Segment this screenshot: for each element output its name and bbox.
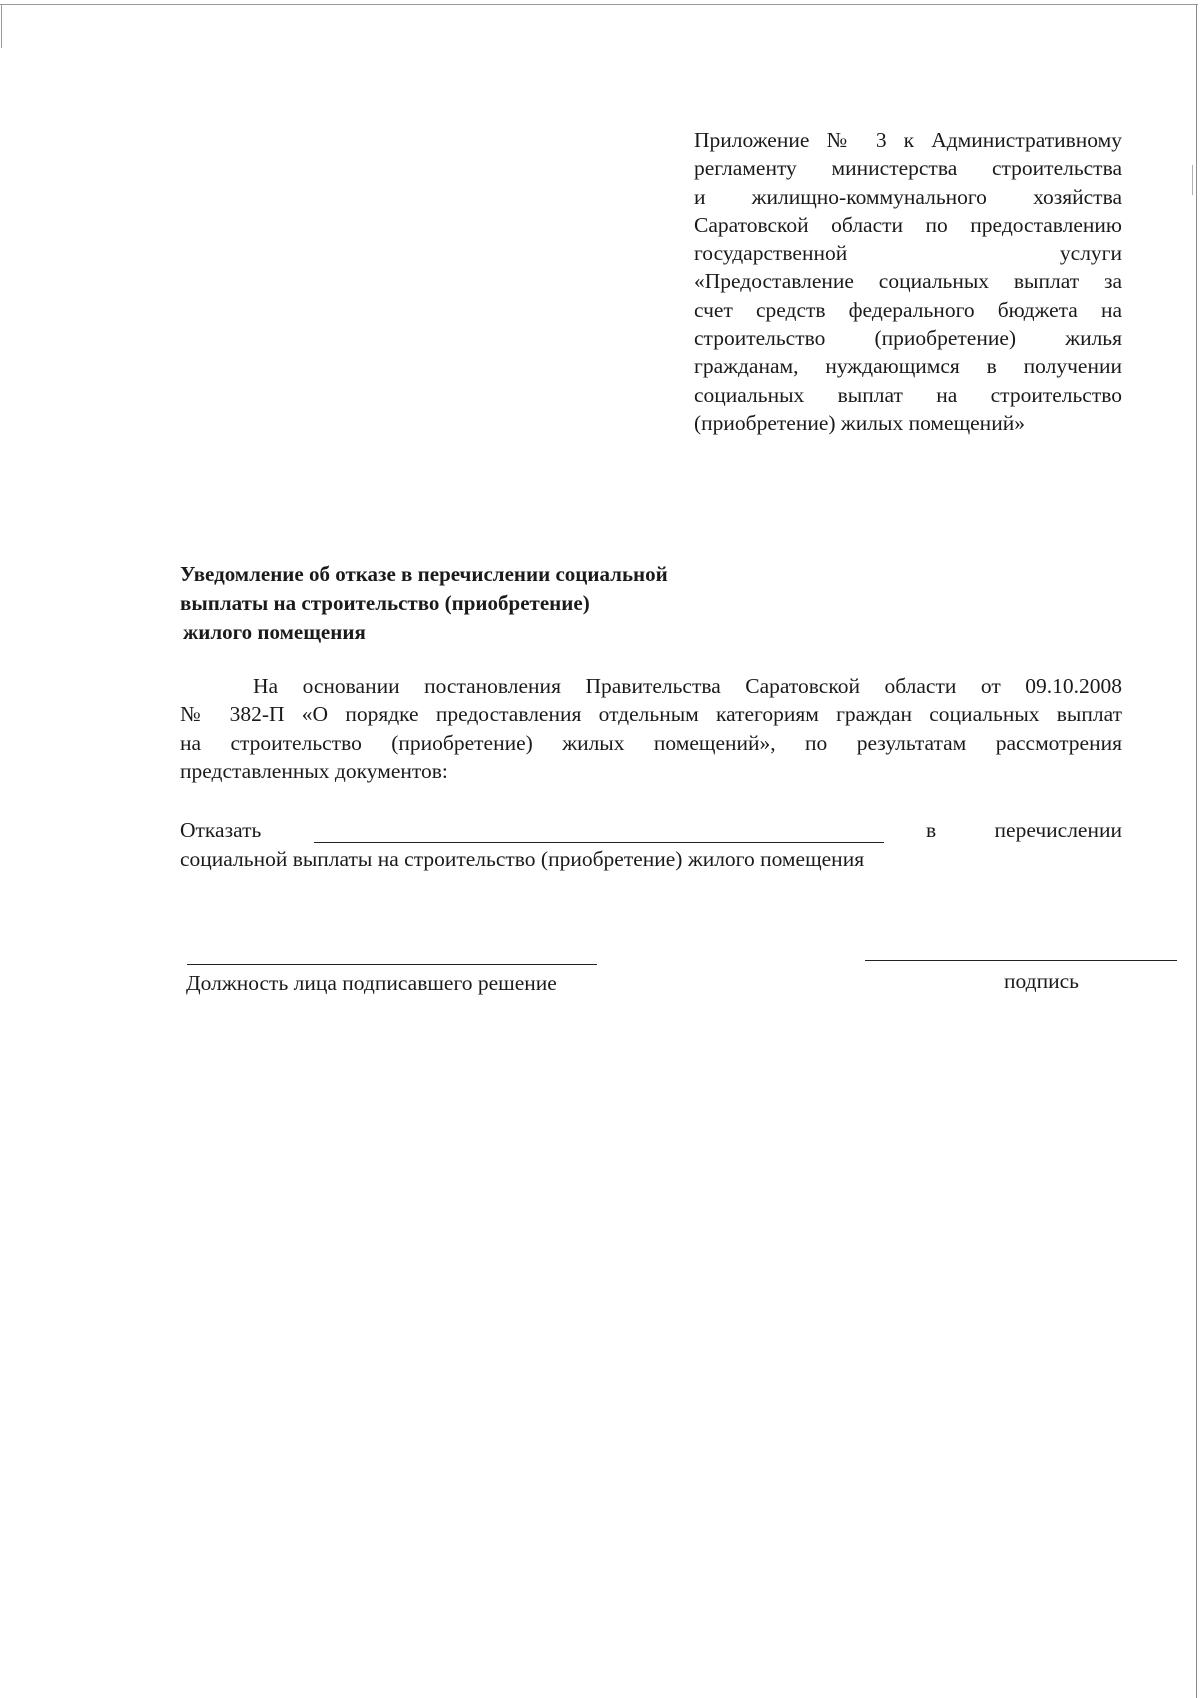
scan-edge-left <box>1 4 2 48</box>
refusal-continuation: социальной выплаты на строительство (приобретение) жилого помещения <box>180 847 865 871</box>
appendix-line: строительство (приобретение) жилья <box>694 326 1122 351</box>
appendix-header <box>694 126 1122 437</box>
signature-line <box>865 960 1177 961</box>
appendix-line: государственной услуги <box>694 241 1122 266</box>
position-signature-line <box>187 964 597 965</box>
body-line: представленных документов: <box>180 758 448 783</box>
refusal-word: перечислении <box>994 818 1122 842</box>
notice-title <box>180 560 880 647</box>
notice-title-line: выплаты на строительство (приобретение) <box>180 591 590 615</box>
notice-title-line: жилого помещения <box>183 620 366 644</box>
body-line: на строительство (приобретение) жилых помещений», по результатам рассмотрения <box>180 730 1122 755</box>
appendix-line: (приобретение) жилых помещений» <box>694 410 1025 435</box>
appendix-line: Приложение № 3 к Административному <box>694 128 1122 152</box>
body-line: № 382-П «О порядке предоставления отдельным категориям граждан социальных выплат <box>180 702 1122 727</box>
appendix-line: гражданам, нуждающимся в получении <box>694 354 1122 379</box>
appendix-line: и жилищно-коммунального хозяйства <box>694 184 1122 209</box>
position-caption: Должность лица подписавшего решение <box>186 971 557 995</box>
signature-caption: подпись <box>1004 969 1079 993</box>
refusal-preposition: в <box>926 818 937 842</box>
scan-mark <box>1192 165 1193 195</box>
notice-title-line: Уведомление об отказе в перечислении социальной <box>180 562 668 586</box>
appendix-line: Саратовской области по предоставлению <box>694 212 1122 237</box>
appendix-line: счет средств федерального бюджета на <box>694 297 1122 322</box>
appendix-line: «Предоставление социальных выплат за <box>694 269 1122 294</box>
refusal-blank-line <box>314 842 884 843</box>
refusal-label: Отказать <box>180 818 262 842</box>
refusal-row <box>180 816 1122 846</box>
body-paragraph <box>180 672 1122 785</box>
scan-edge-right <box>1196 4 1197 1698</box>
appendix-line: регламенту министерства строительства <box>694 156 1122 181</box>
body-line: На основании постановления Правительства Саратовской области от 09.10.2008 <box>253 674 1122 698</box>
scan-edge-top <box>0 4 1198 5</box>
appendix-line: социальных выплат на строительство <box>694 382 1122 407</box>
